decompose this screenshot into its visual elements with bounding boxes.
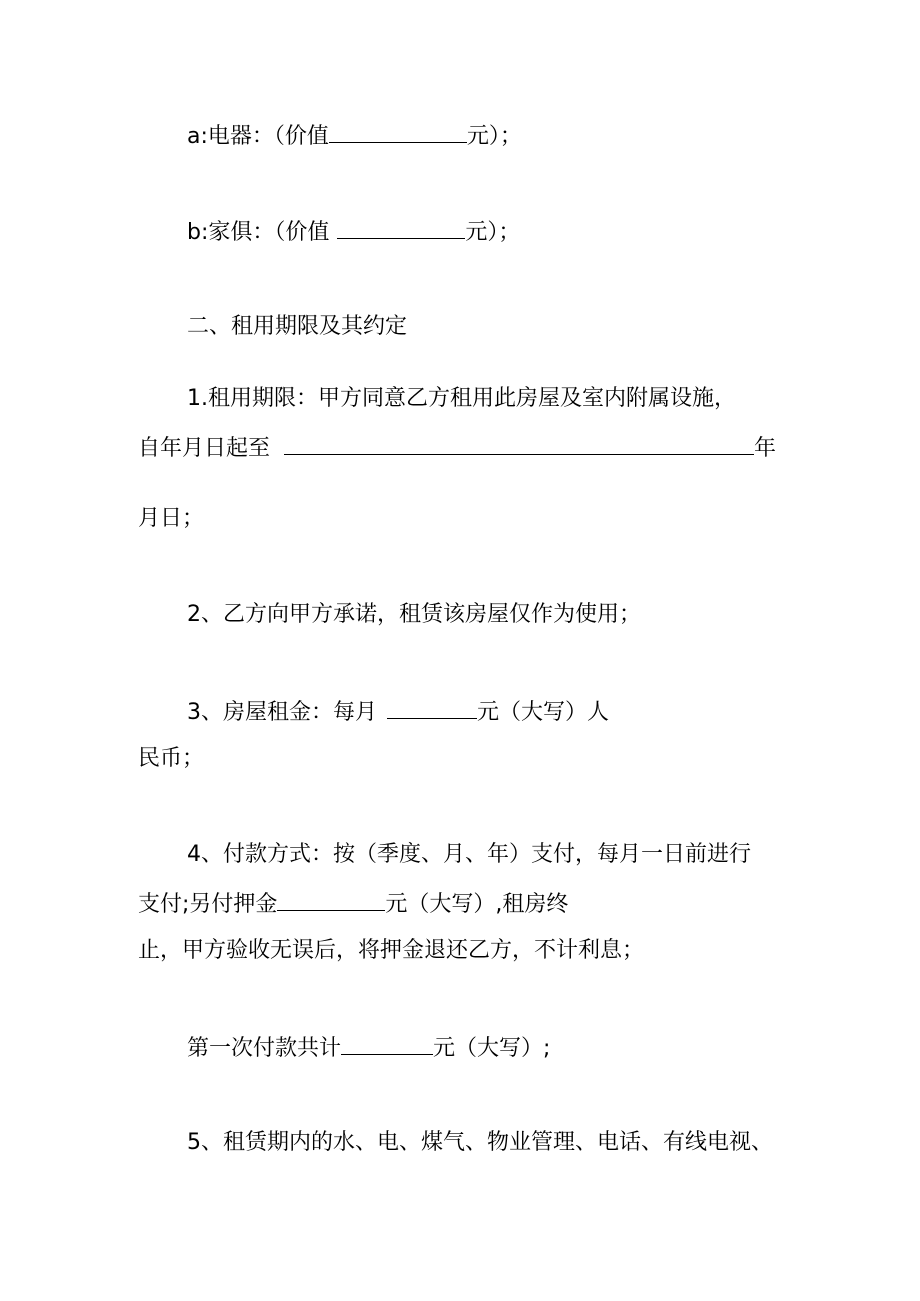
appliance-line — [187, 120, 522, 150]
term-clause-line-2 — [138, 432, 776, 462]
deposit-amount-blank — [277, 888, 385, 911]
first-payment-unit: 元（大写）; — [433, 1036, 551, 1061]
term-clause-line-3: 月日； — [138, 506, 205, 531]
rent-unit: 元（大写）人 — [477, 700, 610, 725]
deposit-label: 支付;另付押金 — [138, 892, 278, 917]
first-payment-blank — [341, 1032, 433, 1055]
appliance-unit: 元）； — [466, 124, 522, 149]
deposit-unit: 元（大写）,租房终 — [385, 892, 569, 917]
first-payment-line — [187, 1032, 550, 1062]
utilities-clause: 5、租赁期内的水、电、煤气、物业管理、电话、有线电视、 — [187, 1130, 773, 1155]
section-heading: 二、租用期限及其约定 — [187, 314, 408, 339]
appliance-value-blank — [329, 120, 467, 143]
rent-label: 3、房屋租金：每月 — [187, 700, 377, 725]
term-clause-line-1: 1.租用期限：甲方同意乙方租用此房屋及室内附属设施， — [187, 386, 736, 411]
first-payment-label: 第一次付款共计 — [187, 1036, 342, 1061]
payment-clause-line-2 — [138, 888, 568, 918]
appliance-label: a:电器：（价值 — [187, 124, 329, 149]
furniture-unit: 元）； — [465, 220, 521, 245]
term-year-label: 年 — [754, 436, 777, 461]
term-end-blank — [284, 432, 754, 455]
rent-amount-blank — [387, 696, 477, 719]
payment-clause-line-1: 4、付款方式：按（季度、月、年）支付，每月一日前进行 — [187, 842, 751, 867]
furniture-line — [187, 216, 520, 246]
rent-clause-line-2: 民币； — [138, 746, 205, 771]
furniture-label: b:家俱：（价值 — [187, 220, 330, 245]
furniture-value-blank — [337, 216, 465, 239]
usage-clause: 2、乙方向甲方承诺，租赁该房屋仅作为使用； — [187, 602, 641, 627]
rent-clause-line-1 — [187, 696, 609, 726]
term-start-label: 自年月日起至 — [138, 436, 271, 461]
payment-clause-line-3: 止，甲方验收无误后，将押金退还乙方，不计利息； — [138, 938, 645, 963]
